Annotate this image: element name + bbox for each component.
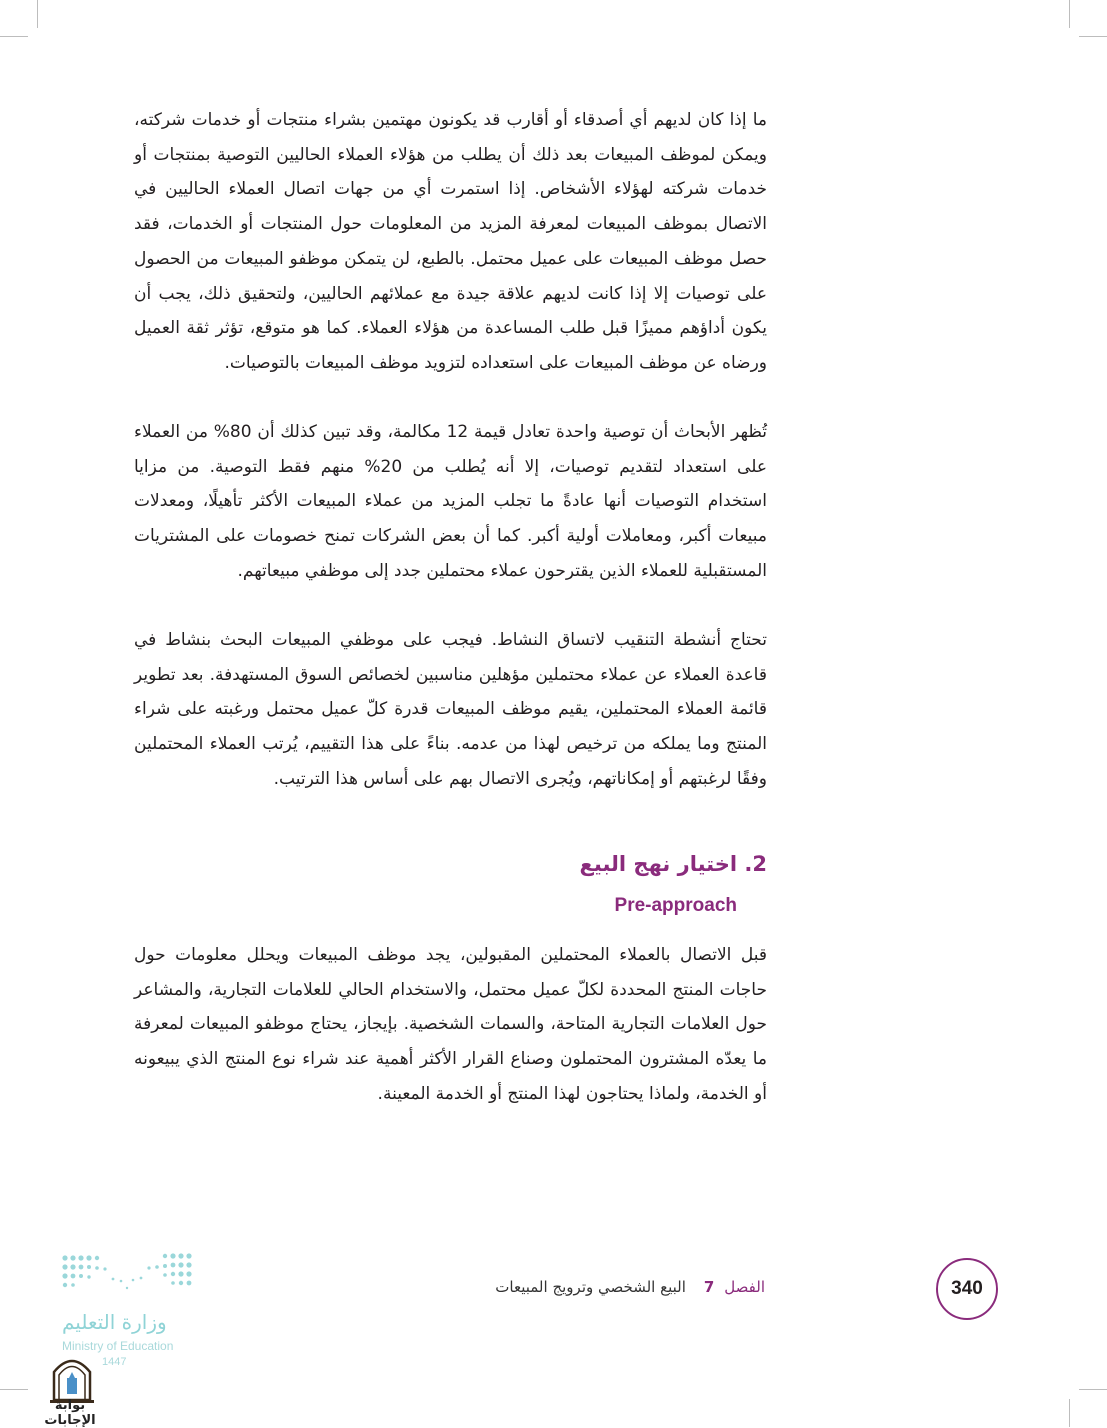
ministry-name-en: Ministry of Education xyxy=(62,1339,174,1353)
crop-mark xyxy=(1079,36,1107,37)
chapter-footer xyxy=(495,1278,765,1296)
crop-mark xyxy=(1079,1389,1107,1390)
section-title: 2. اختيار نهج البيع xyxy=(579,852,767,876)
crop-mark xyxy=(0,1389,28,1390)
crop-mark xyxy=(37,0,38,28)
chapter-title: البيع الشخصي وترويج المبيعات xyxy=(495,1278,686,1296)
portal-label: بوابة الإجابات xyxy=(44,1398,96,1428)
crop-mark xyxy=(0,36,28,37)
ministry-name-ar: وزارة التعليم xyxy=(62,1310,167,1334)
chapter-label: الفصل xyxy=(724,1278,765,1296)
body-paragraph: تُظهر الأبحاث أن توصية واحدة تعادل قيمة 12 مكالمة، وقد تبين كذلك أن 80% من العملاء على استعداد لتقديم توصيات، إلا أنه يُطلب من 20% منهم فقط التوصية. من مزايا استخدام التوصيات أنها عادةً ما تجلب المزيد من عملاء المبيعات الأكثر تأهيلًا، ومعدلات مبيعات أكبر، ومعاملات أولية أكبر. كما أن بعض الشركات تمنح خصومات على المشتريات المستقبلية للعملاء الذين يقترحون عملاء محتملين جدد إلى موظفي مبيعاتهم. xyxy=(134,422,767,581)
page-number: 340 xyxy=(936,1258,998,1320)
chapter-number: 7 xyxy=(703,1278,715,1296)
section-subtitle: Pre-approach xyxy=(614,895,737,916)
crop-mark xyxy=(1069,1399,1070,1427)
crop-mark xyxy=(1069,0,1070,28)
ministry-year: 1447 xyxy=(102,1356,127,1368)
body-paragraph: قبل الاتصال بالعملاء المحتملين المقبولين، يجد موظف المبيعات ويحلل معلومات حول حاجات المنتج المحددة لكلّ عميل محتمل، والاستخدام الحالي للعلامات التجارية، والمشاعر حول العلامات التجارية المتاحة، والسمات الشخصية. بإيجاز، يحتاج موظفو المبيعات لمعرفة ما يعدّه المشترون المحتملون وصناع القرار الأكثر أهمية عند شراء نوع المنتج الذي يبيعونه أو الخدمة، ولماذا يحتاجون لهذا المنتج أو الخدمة المعينة. xyxy=(134,945,767,1104)
body-paragraph: تحتاج أنشطة التنقيب لاتساق النشاط. فيجب على موظفي المبيعات البحث بنشاط في قاعدة العملاء عن عملاء محتملين مؤهلين مناسبين لخصائص السوق المستهدفة. بعد تطوير قائمة العملاء المحتملين، يقيم موظف المبيعات قدرة كلّ عميل محتمل ورغبته على شراء المنتج وما يملكه من ترخيص لهذا من عدمه. بناءً على هذا التقييم، يُرتب العملاء المحتملين وفقًا لرغبتهم أو إمكاناتهم، ويُجرى الاتصال بهم على أساس هذا الترتيب. xyxy=(134,630,767,789)
body-paragraph: ما إذا كان لديهم أي أصدقاء أو أقارب قد يكونون مهتمين بشراء منتجات أو خدمات شركته، ويمكن لموظف المبيعات بعد ذلك أن يطلب من هؤلاء العملاء الحاليين التوصية بمنتجات أو خدمات شركته لهؤلاء الأشخاص. إذا استمرت أي من جهات اتصال العملاء الحاليين في الاتصال بموظف المبيعات لمعرفة المزيد من المعلومات حول المنتجات أو الخدمات، فقد حصل موظف المبيعات على عميل محتمل. بالطبع، لن يتمكن موظفو المبيعات من الحصول على توصيات إلا إذا كانت لديهم علاقة جيدة مع عملائهم الحاليين، ولتحقيق ذلك، يجب أن يكون أداؤهم مميزًا قبل طلب المساعدة من هؤلاء العملاء. كما هو متوقع، تؤثر ثقة العميل ورضاه عن موظف المبيعات على استعداده لتزويد موظف المبيعات بالتوصيات. xyxy=(134,110,767,373)
